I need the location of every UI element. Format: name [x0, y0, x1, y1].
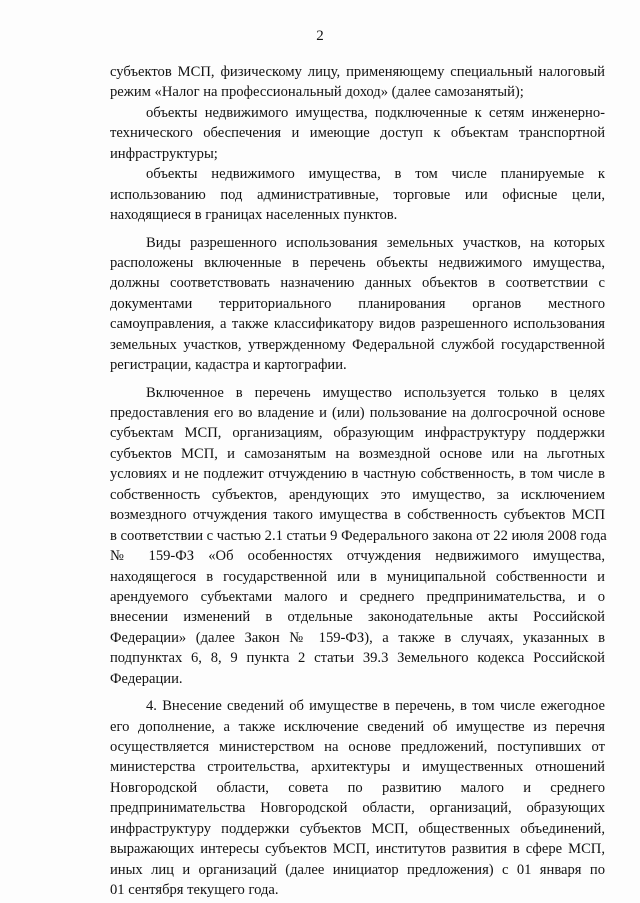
text-line: Федерации» (далее Закон № 159-ФЗ), а также в случаях, указанных в: [110, 629, 605, 646]
text-line: субъектам МСП, организациям, образующим инфраструктуру поддержки: [110, 425, 605, 442]
text-line: Федерации.: [110, 670, 183, 687]
text-line: Включенное в перечень имущество используется только в целях: [146, 384, 605, 401]
text-line: министерства строительства, архитектуры и имущественных отношений: [110, 759, 605, 776]
page-number: 2: [316, 28, 324, 44]
text-line: использованию под административные, торговые или офисные цели,: [110, 186, 605, 203]
text-line: 4. Внесение сведений об имуществе в перечень, в том числе ежегодное: [146, 698, 605, 715]
text-line: находящиеся в границах населенных пунктов.: [110, 207, 398, 224]
text-line: выражающих интересы субъектов МСП, институтов развития в сфере МСП,: [110, 841, 605, 858]
text-line: 01 сентября текущего года.: [110, 882, 279, 899]
text-line: возмездного отчуждения такого имущества в собственность субъектов МСП: [110, 507, 605, 524]
text-line: самоуправления, а также классификатору видов разрешенного использования: [110, 316, 605, 333]
text-line: Виды разрешенного использования земельных участков, на которых: [146, 234, 605, 251]
text-line: режим «Налог на профессиональный доход» (далее самозанятый);: [110, 84, 524, 101]
text-line: объекты недвижимого имущества, в том числе планируемые к: [146, 166, 605, 183]
text-line: должны соответствовать назначению данных объектов в соответствии с: [110, 275, 605, 292]
paragraph: [110, 164, 605, 225]
text-line: регистрации, кадастра и картографии.: [110, 357, 347, 374]
text-line: инфраструктуру поддержки субъектов МСП, общественных объединений,: [110, 820, 605, 837]
text-line: земельных участков, утвержденному Федеральной службой государственной: [110, 336, 605, 353]
paragraph: [110, 62, 605, 103]
text-line: осуществляется министерством на основе предложений, поступивших от: [110, 739, 605, 755]
text-line: внесении изменений в отдельные законодательные акты Российской: [110, 609, 605, 626]
paragraph: [110, 233, 605, 376]
document-body: [110, 62, 605, 901]
paragraph-gap: [110, 376, 605, 383]
text-line: иных лиц и организаций (далее инициатор предложения) с 01 января по: [110, 861, 605, 878]
paragraph-gap: [110, 226, 605, 233]
text-line: технического обеспечения и имеющие доступ к объектам транспортной: [110, 125, 605, 142]
text-line: условиях и не подлежит отчуждению в частную собственность, в том числе в: [110, 466, 605, 483]
text-line: предпринимательства Новгородской области, организаций, образующих: [110, 800, 605, 817]
paragraph-gap: [110, 689, 605, 696]
text-line: документами территориального планирования органов местного: [110, 295, 605, 312]
text-line: собственность субъектов, арендующих это имущество, за исключением: [110, 486, 605, 503]
text-line: Новгородской области, совета по развитию малого и среднего: [110, 779, 605, 796]
text-line: находящегося в государственной или в муниципальной собственности и: [110, 568, 605, 585]
text-line: в соответствии с частью 2.1 статьи 9 Федерального закона от 22 июля 2008 года: [110, 527, 607, 544]
text-line: субъектов МСП, физическому лицу, применяющему специальный налоговый: [110, 64, 605, 80]
text-line: подпунктах 6, 8, 9 пункта 2 статьи 39.3 Земельного кодекса Российской: [110, 650, 605, 667]
paragraph: [110, 103, 605, 164]
text-line: субъектов МСП, и самозанятым на возмездной основе или на льготных: [110, 445, 605, 462]
text-line: предоставления его во владение и (или) пользование на долгосрочной основе: [110, 405, 605, 421]
text-line: арендуемого субъектами малого и среднего предпринимательства, и о: [110, 588, 605, 605]
text-line: инфраструктуры;: [110, 145, 218, 162]
text-line: его дополнение, а также исключение сведений об имуществе из перечня: [110, 718, 605, 735]
text-line: объекты недвижимого имущества, подключенные к сетям инженерно-: [146, 104, 605, 121]
text-line: расположены включенные в перечень объекты недвижимого имущества,: [110, 254, 605, 271]
paragraph: [110, 696, 605, 900]
paragraph: [110, 383, 605, 690]
text-line: № 159-ФЗ «Об особенностях отчуждения недвижимого имущества,: [110, 548, 605, 565]
